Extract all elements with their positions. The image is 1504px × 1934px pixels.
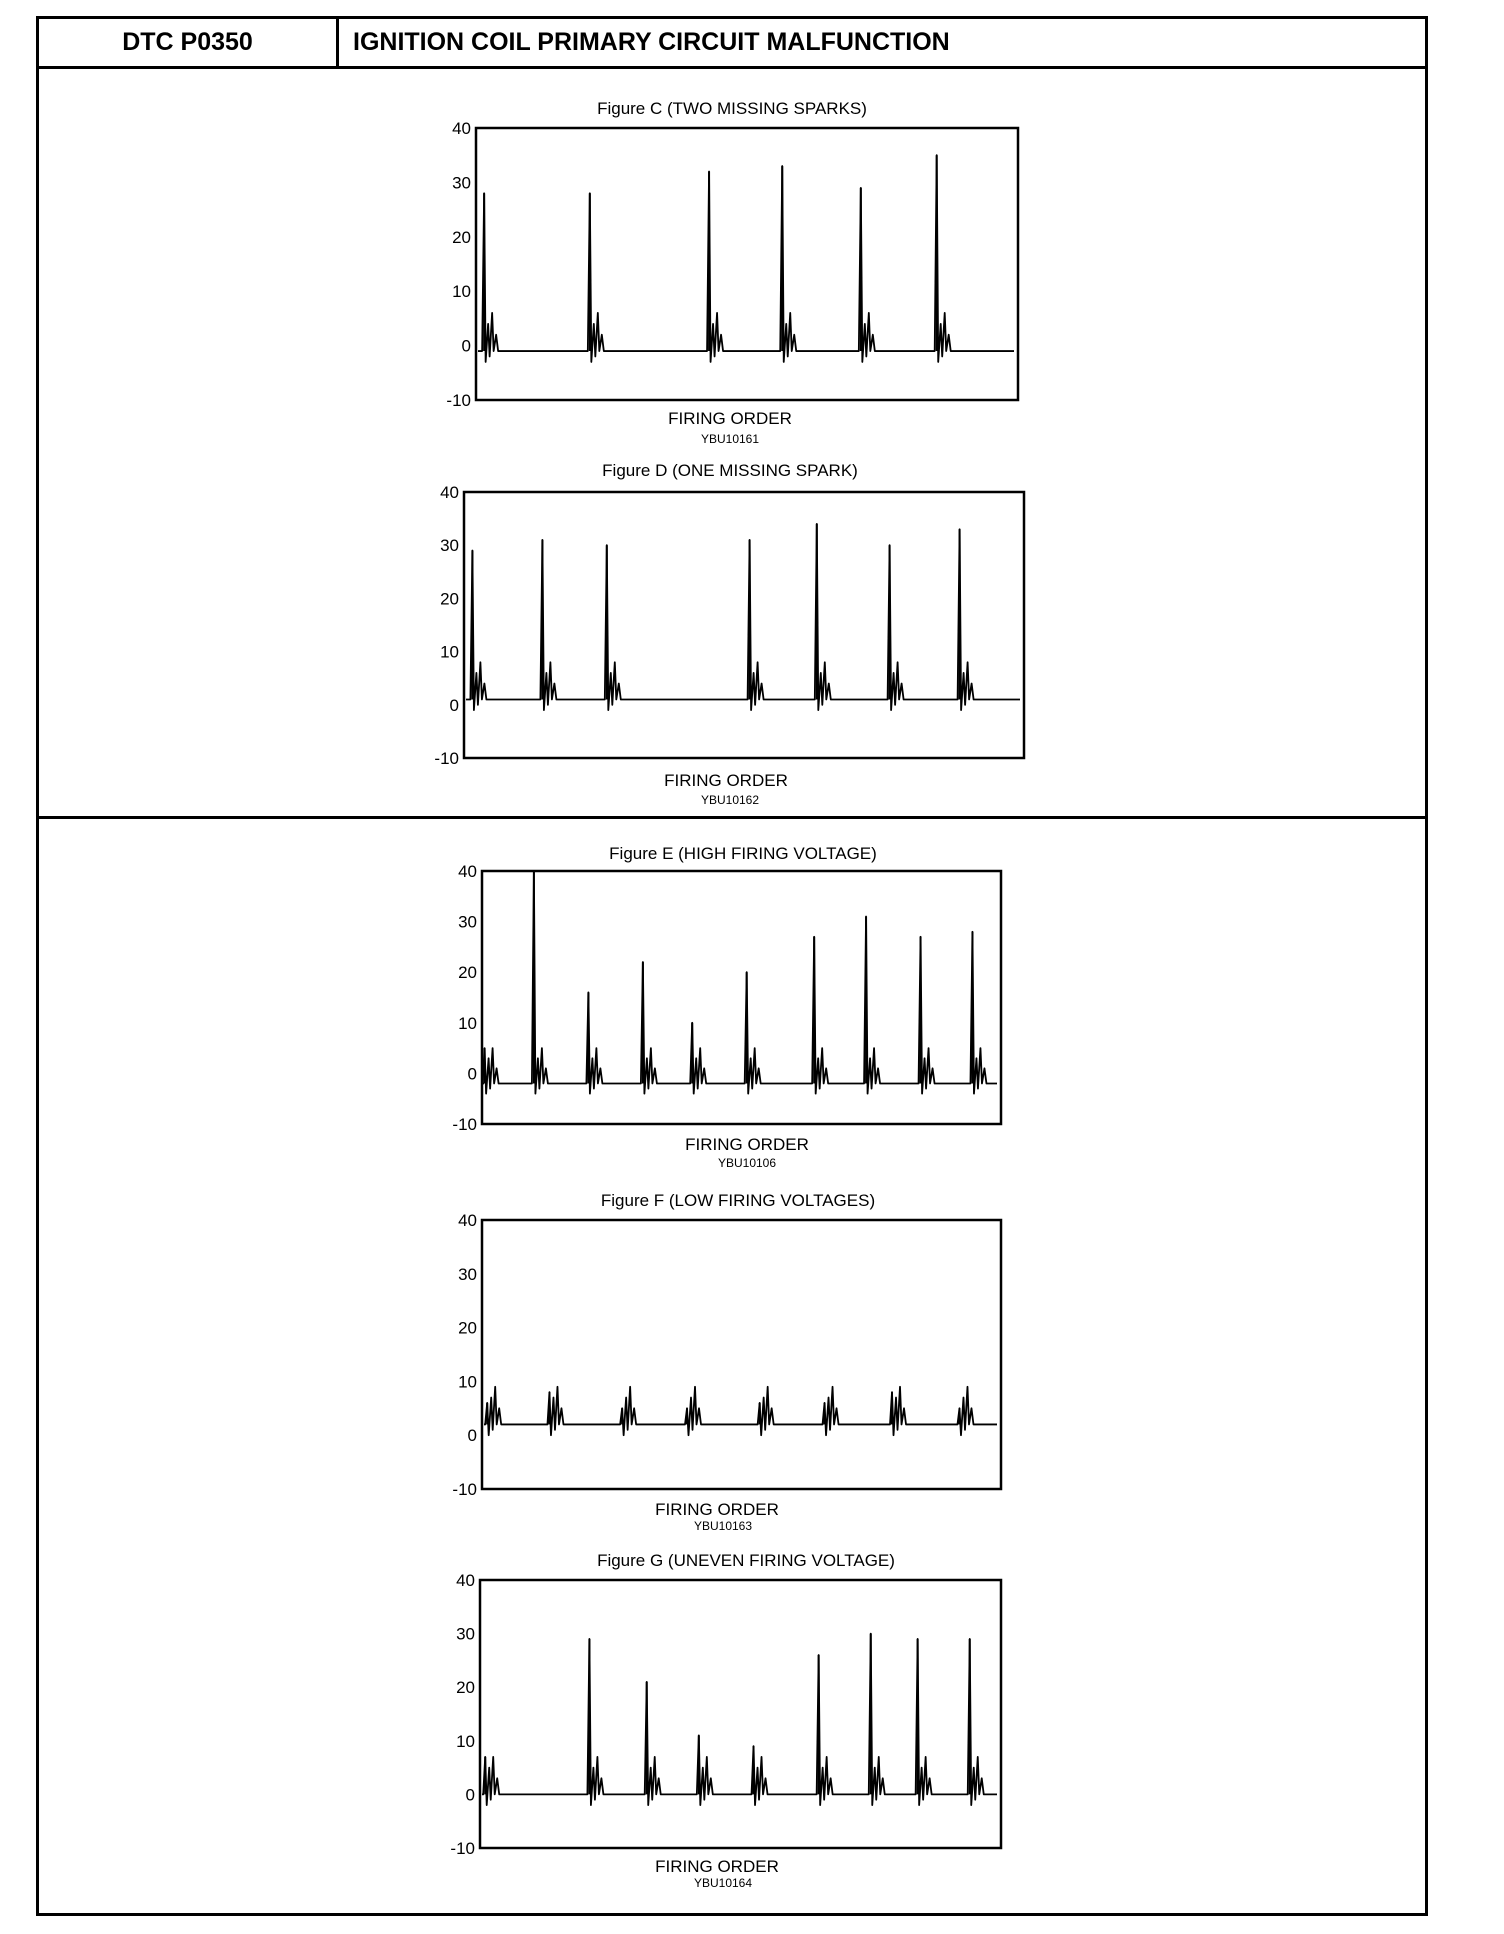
y-tick-label: 0: [449, 695, 459, 715]
y-tick-label: 30: [440, 536, 459, 556]
x-axis-label: FIRING ORDER: [655, 1500, 779, 1519]
dtc-code: DTC P0350: [39, 19, 339, 66]
figure-code: YBU10164: [693, 1876, 753, 1890]
waveform-line: [478, 155, 1014, 362]
figure-title: Figure F (LOW FIRING VOLTAGES): [600, 1191, 876, 1210]
figure-title: Figure E (HIGH FIRING VOLTAGE): [609, 844, 877, 863]
y-tick-label: 0: [465, 1785, 475, 1805]
figure-d-chart: [430, 460, 1030, 820]
figure-title: Figure C (TWO MISSING SPARKS): [597, 99, 867, 118]
y-tick-label: 10: [440, 642, 459, 662]
y-tick-label: 40: [456, 1571, 475, 1590]
figure-code: YBU10163: [693, 1519, 753, 1533]
figure-g: [440, 1550, 1020, 1900]
waveform-line: [466, 524, 1020, 710]
y-tick-label: -10: [452, 1480, 477, 1499]
y-tick-label: 20: [456, 1678, 475, 1698]
x-axis-label: FIRING ORDER: [664, 771, 788, 790]
figure-e-chart: [440, 843, 1020, 1183]
y-tick-label: 30: [458, 1264, 477, 1284]
figure-code: YBU10106: [717, 1156, 777, 1170]
figure-f: [440, 1190, 1020, 1540]
y-tick-label: 10: [458, 1013, 477, 1033]
y-tick-label: 40: [458, 1211, 477, 1230]
x-axis-label: FIRING ORDER: [685, 1135, 809, 1154]
plot-frame: [464, 492, 1024, 758]
waveform-line: [482, 1634, 997, 1806]
y-tick-label: 40: [452, 119, 471, 138]
figure-title: Figure D (ONE MISSING SPARK): [602, 461, 858, 480]
figure-e: [440, 843, 1020, 1183]
figure-code: YBU10161: [700, 432, 760, 446]
y-tick-label: -10: [446, 391, 471, 410]
figure-g-chart: [440, 1550, 1020, 1900]
page-title: IGNITION COIL PRIMARY CIRCUIT MALFUNCTION: [353, 28, 950, 56]
figure-code: YBU10162: [700, 793, 760, 807]
y-tick-label: 20: [440, 589, 459, 609]
y-tick-label: 30: [452, 173, 471, 193]
y-tick-label: 10: [458, 1372, 477, 1392]
y-tick-label: 30: [458, 912, 477, 932]
y-tick-label: 10: [452, 282, 471, 302]
y-tick-label: -10: [452, 1115, 477, 1134]
figure-c-chart: [440, 96, 1020, 456]
figure-d: [430, 460, 1030, 820]
plot-frame: [480, 1580, 1001, 1848]
y-tick-label: 30: [456, 1624, 475, 1644]
figure-f-chart: [440, 1190, 1020, 1540]
figure-title: Figure G (UNEVEN FIRING VOLTAGE): [597, 1551, 895, 1570]
waveform-line: [484, 1387, 997, 1435]
y-tick-label: 0: [467, 1426, 477, 1446]
x-axis-label: FIRING ORDER: [655, 1857, 779, 1876]
y-tick-label: 0: [461, 336, 471, 356]
y-tick-label: 10: [456, 1731, 475, 1751]
y-tick-label: 0: [467, 1064, 477, 1084]
figure-c: [440, 96, 1020, 456]
y-tick-label: -10: [450, 1839, 475, 1858]
y-tick-label: 20: [458, 963, 477, 983]
plot-frame: [482, 1220, 1001, 1489]
y-tick-label: 40: [440, 483, 459, 502]
y-tick-label: 20: [458, 1318, 477, 1338]
y-tick-label: 40: [458, 862, 477, 881]
y-tick-label: 20: [452, 227, 471, 247]
y-tick-label: -10: [434, 749, 459, 768]
header: [39, 19, 1425, 69]
x-axis-label: FIRING ORDER: [668, 409, 792, 428]
